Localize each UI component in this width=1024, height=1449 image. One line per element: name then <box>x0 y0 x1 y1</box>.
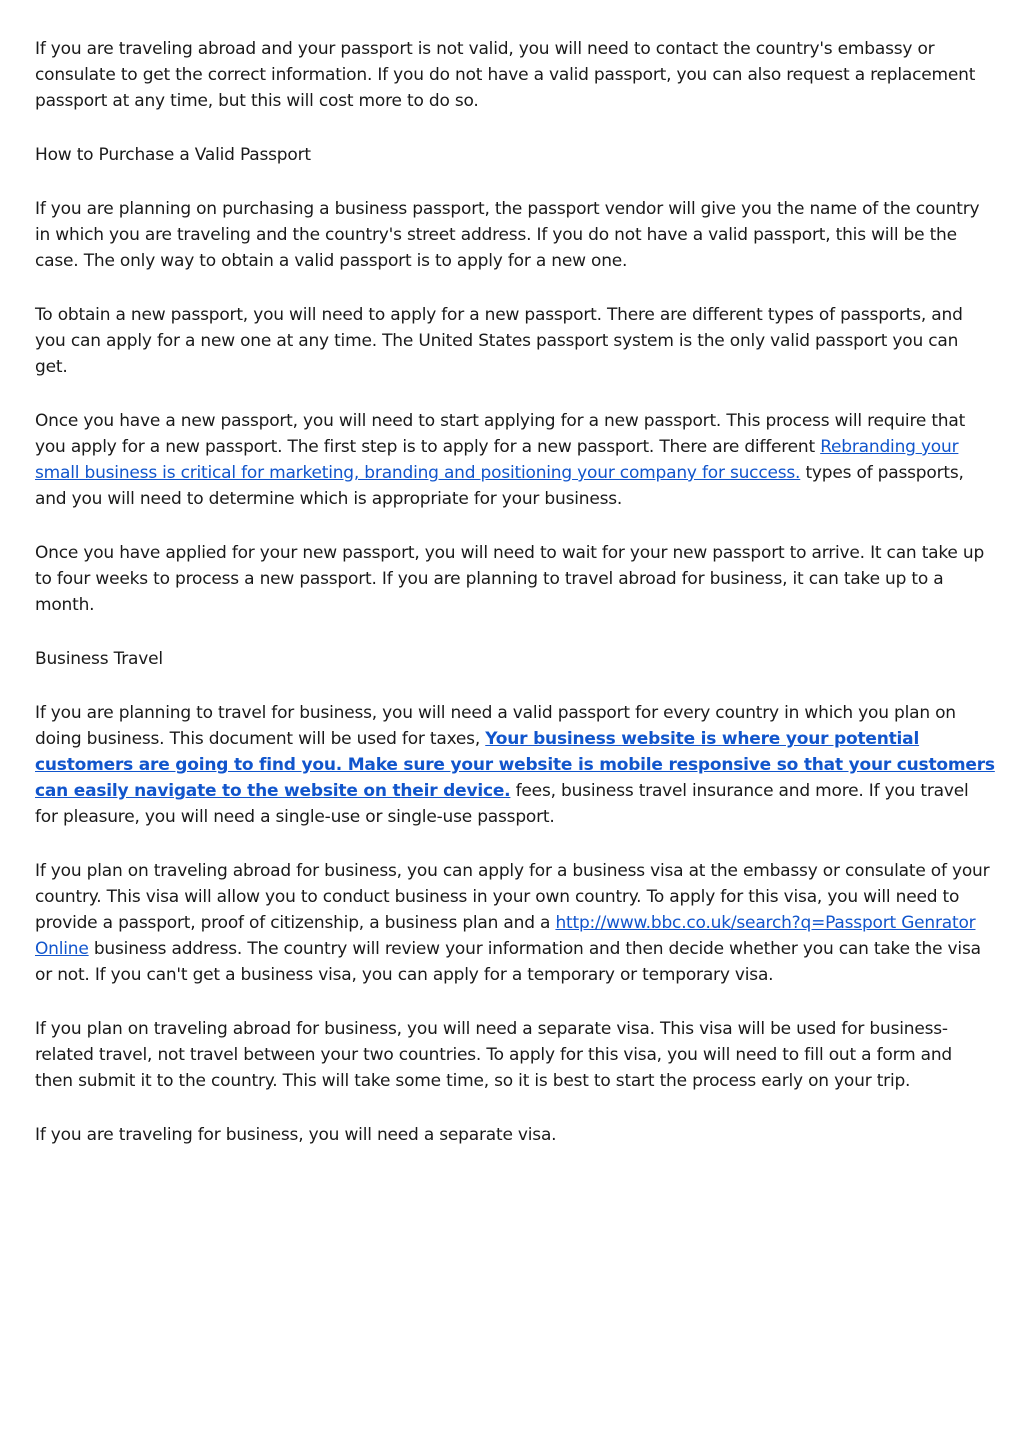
paragraph-start-applying <box>35 408 995 512</box>
paragraph-text: If you are planning to travel for business, you will need a valid passport for every country in which you plan on doing business. This document will be used for taxes, <box>35 703 956 749</box>
paragraph-obtain-new-passport: To obtain a new passport, you will need to apply for a new passport. There are different types of passports, and you can apply for a new one at any time. The United States passport system is the only valid passport you can get. <box>35 305 963 377</box>
bbc-search-link[interactable]: http://www.bbc.co.uk/search?q=Passport Genrator Online <box>35 913 976 959</box>
business-website-link[interactable]: Your business website is where your potential customers are going to find you. Make sure your website is mobile responsive so that your customers can easily navigate to the website on their device. <box>35 729 995 801</box>
paragraph-passport-not-valid: If you are traveling abroad and your passport is not valid, you will need to contact the country's embassy or consulate to get the correct information. If you do not have a valid passport, you can also request a replacement passport at any time, but this will cost more to do so. <box>35 39 976 111</box>
heading-purchase-valid-passport: How to Purchase a Valid Passport <box>35 145 311 165</box>
paragraph-travel-for-business <box>35 700 995 830</box>
paragraph-closing: If you are traveling for business, you will need a separate visa. <box>35 1125 557 1145</box>
paragraph-text: Once you have a new passport, you will need to start applying for a new passport. This process will require that you apply for a new passport. The first step is to apply for a new passport. There are different <box>35 411 966 457</box>
paragraph-text: If you plan on traveling abroad for business, you can apply for a business visa at the embassy or consulate of your country. This visa will allow you to conduct business in your own country. To apply for this visa, you will need to provide a passport, proof of citizenship, a business plan and a <box>35 861 990 933</box>
paragraph-text: types of passports, and you will need to determine which is appropriate for your business. <box>35 463 964 509</box>
paragraph-text: fees, business travel insurance and more. If you travel for pleasure, you will need a single-use or single-use passport. <box>35 781 969 827</box>
paragraph-text: business address. The country will review your information and then decide whether you can take the visa or not. If you can't get a business visa, you can apply for a temporary or temporary visa. <box>35 939 981 985</box>
rebranding-link[interactable]: Rebranding your small business is critical for marketing, branding and positioning your company for success. <box>35 437 959 483</box>
paragraph-wait-for-passport: Once you have applied for your new passport, you will need to wait for your new passport to arrive. It can take up to four weeks to process a new passport. If you are planning to travel abroad for business, it can take up to a month. <box>35 543 985 615</box>
paragraph-business-visa <box>35 858 995 988</box>
heading-business-travel: Business Travel <box>35 649 163 669</box>
paragraph-business-passport-vendor: If you are planning on purchasing a business passport, the passport vendor will give you the name of the country in which you are traveling and the country's street address. If you do not have a valid passport, this will be the case. The only way to obtain a valid passport is to apply for a new one. <box>35 199 980 271</box>
document-body <box>35 36 995 1176</box>
paragraph-separate-visa: If you plan on traveling abroad for business, you will need a separate visa. This visa will be used for business-related travel, not travel between your two countries. To apply for this visa, you will need to fill out a form and then submit it to the country. This will take some time, so it is best to start the process early on your trip. <box>35 1019 953 1091</box>
